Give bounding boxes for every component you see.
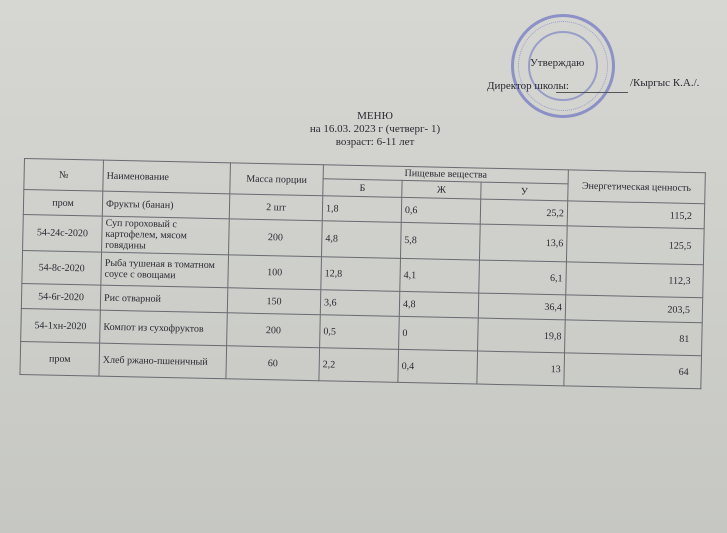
cell-u: 13 — [477, 351, 565, 386]
director-label: Директор школы: — [487, 80, 569, 92]
cell-mass: 60 — [226, 346, 320, 381]
cell-u: 13,6 — [479, 224, 567, 262]
cell-mass: 100 — [228, 255, 322, 290]
header-name: Наименование — [103, 160, 231, 194]
approve-text: Утверждаю — [530, 57, 585, 69]
header-zh: Ж — [402, 180, 481, 199]
cell-num: 54-6г-2020 — [21, 283, 101, 310]
cell-energy: 64 — [564, 353, 702, 389]
title-line-1: МЕНЮ — [357, 110, 393, 122]
cell-name: Рыба тушеная в томатном соусе с овощами — [101, 252, 229, 288]
cell-u: 25,2 — [480, 199, 568, 226]
cell-zh: 0,4 — [398, 349, 478, 384]
cell-energy: 112,3 — [566, 262, 704, 298]
title-line-2: на 16.03. 2023 г (четверг- 1) — [309, 123, 441, 135]
cell-b: 1,8 — [322, 196, 402, 223]
cell-zh: 4,1 — [400, 258, 480, 293]
cell-b: 0,5 — [320, 315, 400, 350]
cell-energy: 115,2 — [567, 201, 704, 229]
cell-num: 54-24с-2020 — [23, 214, 103, 252]
cell-u: 6,1 — [479, 260, 567, 295]
cell-b: 12,8 — [321, 257, 401, 292]
cell-b: 2,2 — [319, 348, 399, 383]
header-num: № — [24, 159, 104, 192]
cell-mass: 150 — [227, 288, 321, 315]
director-name: /Кыргыс К.А./. — [630, 77, 700, 89]
cell-name: Рис отварной — [100, 285, 227, 313]
cell-mass: 200 — [227, 313, 321, 348]
header-u: У — [481, 182, 568, 201]
header-energy: Энергетическая ценность — [568, 170, 706, 204]
cell-num: 54-1хн-2020 — [21, 308, 101, 343]
cell-mass: 2 шт — [229, 194, 323, 221]
cell-u: 19,8 — [478, 318, 566, 353]
cell-name: Суп гороховый с картофелем, мясом говядины — [102, 216, 230, 255]
header-b: Б — [323, 179, 402, 198]
cell-name: Фрукты (банан) — [102, 191, 229, 219]
menu-table — [19, 158, 705, 389]
signature-line — [556, 92, 628, 93]
cell-num: пром — [23, 190, 103, 217]
title-line-3: возраст: 6-11 лет — [335, 136, 415, 148]
cell-b: 4,8 — [321, 221, 401, 259]
cell-zh: 0 — [399, 316, 479, 351]
header-nutrients: Пищевые вещества — [323, 165, 568, 184]
cell-zh: 5,8 — [400, 222, 480, 260]
menu-title — [300, 110, 450, 149]
cell-u: 36,4 — [478, 293, 566, 320]
cell-name: Компот из сухофруктов — [100, 310, 228, 346]
cell-num: пром — [20, 341, 100, 376]
cell-energy: 125,5 — [566, 226, 704, 265]
cell-b: 3,6 — [320, 290, 400, 317]
cell-zh: 4,8 — [399, 291, 479, 318]
cell-mass: 200 — [229, 219, 323, 257]
cell-zh: 0,6 — [401, 197, 481, 224]
header-mass: Масса порции — [230, 163, 324, 196]
cell-energy: 81 — [565, 320, 703, 356]
cell-num: 54-8с-2020 — [22, 250, 102, 285]
cell-name: Хлеб ржано-пшеничный — [99, 343, 227, 379]
cell-energy: 203,5 — [565, 295, 702, 323]
